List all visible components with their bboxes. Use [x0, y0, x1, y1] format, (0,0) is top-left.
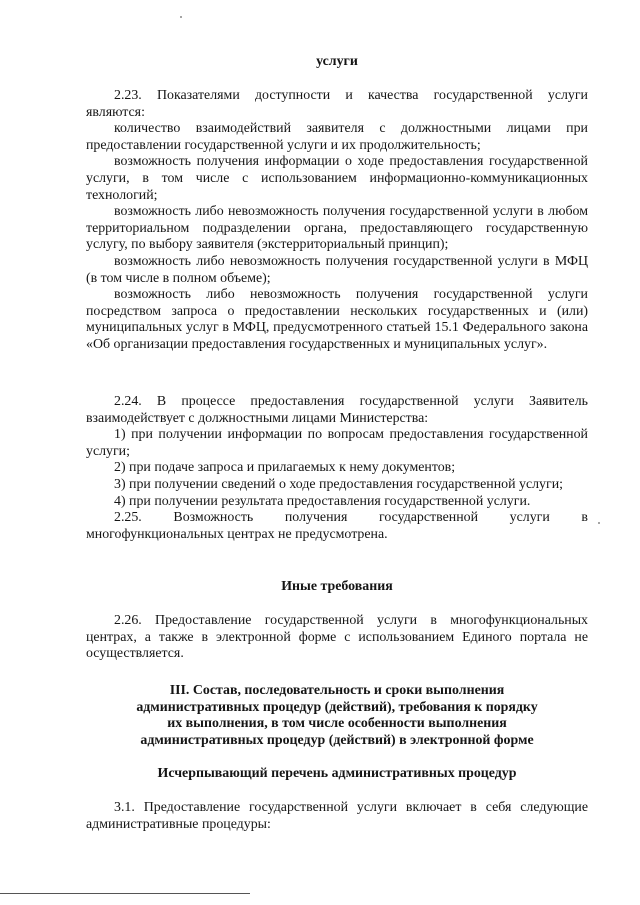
- paragraph-2-26: [86, 613, 588, 663]
- scan-speck: [598, 522, 600, 524]
- section-3-heading-line: административных процедур (действий), требования к порядку: [136, 699, 538, 715]
- scan-edge-line: [0, 893, 250, 894]
- paragraph-2-23: [86, 88, 588, 354]
- list-item: 3) при получении сведений о ходе предоставления государственной услуги;: [114, 476, 563, 492]
- procedures-list-heading: Исчерпывающий перечень административных процедур: [157, 766, 517, 781]
- paragraph-2-24: [86, 394, 588, 543]
- paragraph-2-23-intro: 2.23. Показателями доступности и качества государственной услуги: [114, 88, 588, 103]
- list-item: 4) при получении результата предоставления государственной услуги.: [114, 493, 531, 509]
- paragraph-3-1-text: 3.1. Предоставление государственной услуги включает в себя следующие административные процедуры:: [86, 800, 588, 832]
- section-3-heading-line: их выполнения, в том числе особенности выполнения: [167, 716, 507, 732]
- list-item: возможность получения информации о ходе предоставления государственной услуги, в том числе с использованием информационно-коммуникационных технологий;: [86, 154, 588, 203]
- paragraph-2-25: 2.25. Возможность получения государственной услуги в многофункциональных центрах не предусмотрена.: [86, 510, 588, 542]
- other-requirements-heading: Иные требования: [281, 579, 393, 594]
- paragraph-3-1: [86, 800, 588, 833]
- section-3-heading-line: административных процедур (действий) в электронной форме: [140, 732, 534, 748]
- scan-speck: [180, 16, 182, 18]
- top-heading: услуги: [316, 54, 358, 69]
- paragraph-2-23-intro-end: являются:: [86, 104, 145, 120]
- section-3-heading: [86, 683, 588, 749]
- paragraph-2-24-intro: 2.24. В процессе предоставления государственной услуги Заявитель взаимодействует с должностными лицами Министерства:: [86, 394, 588, 426]
- section-3-heading-line: III. Состав, последовательность и сроки выполнения: [169, 683, 505, 698]
- list-item: количество взаимодействий заявителя с должностными лицами при предоставлении государственной услуги и их продолжительность;: [86, 121, 588, 153]
- list-item: возможность либо невозможность получения государственной услуги в любом территориальном подразделении органа, предоставляющего государственную услугу, по выбору заявителя (экстерриториальный принцип);: [86, 204, 588, 253]
- list-item: возможность либо невозможность получения государственной услуги посредством запроса о предоставлении нескольких государственных и (или) муниципальных услуг в МФЦ, предусмотренного статьей 15.1 Федерального закона «Об организации предоставления государственных и муниципальных услуг».: [86, 287, 588, 352]
- list-item: возможность либо невозможность получения государственной услуги в МФЦ (в том числе в полном объеме);: [86, 253, 588, 286]
- list-item: 1) при получении информации по вопросам предоставления государственной услуги;: [86, 427, 588, 459]
- list-item: 2) при подаче запроса и прилагаемых к нему документов;: [114, 460, 456, 476]
- paragraph-2-26-text: 2.26. Предоставление государственной услуги в многофункциональных центрах, а также в электронной форме с использованием Единого портала не осуществляется.: [86, 613, 588, 662]
